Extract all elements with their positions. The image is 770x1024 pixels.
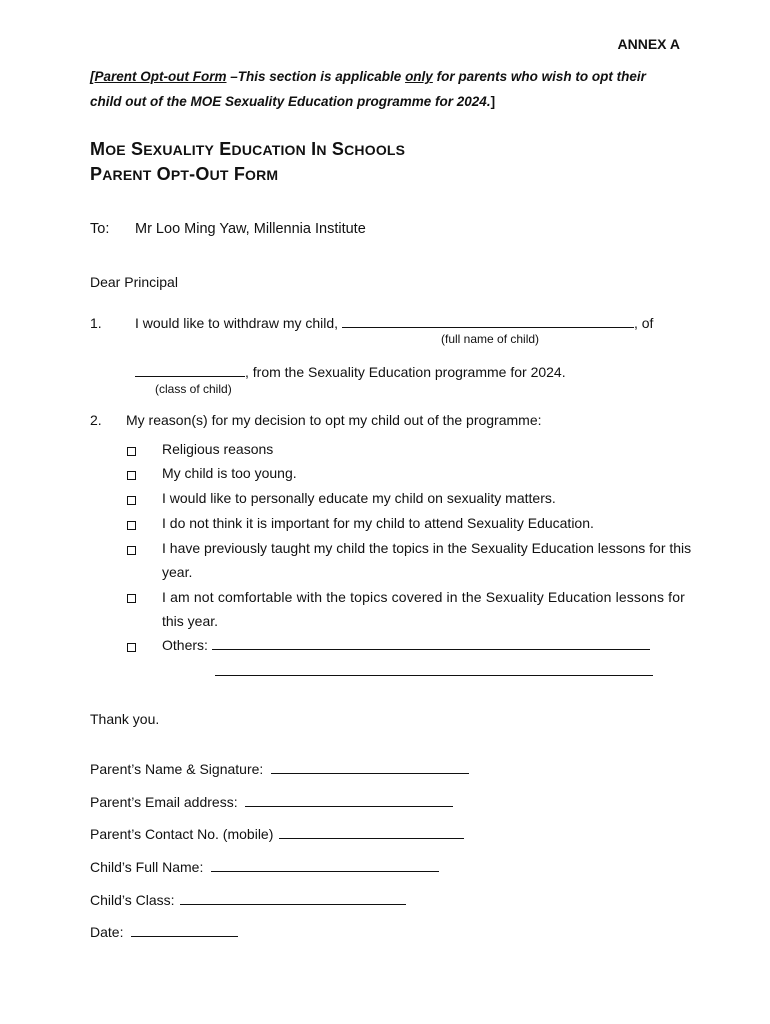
child-class-row (90, 892, 406, 908)
intro-only: only (405, 69, 433, 84)
option-previously-taught: I have previously taught my child the topics in the Sexuality Education lessons for this (162, 540, 692, 556)
title-word: OPT-OUT (156, 164, 229, 184)
parent-email-label: Parent’s Email address: (90, 794, 238, 810)
salutation: Dear Principal (90, 274, 178, 290)
title-word: EDUCATION (219, 139, 306, 159)
child-class-blank[interactable] (135, 364, 245, 377)
checkbox-religious[interactable] (127, 443, 136, 459)
child-name-row (90, 859, 439, 875)
parent-contact-row (90, 826, 464, 842)
item-1-class-after: , from the Sexuality Education programme for 2024. (245, 364, 566, 380)
option-others-label: Others: (162, 637, 212, 653)
others-blank-2[interactable] (215, 663, 653, 676)
title-line-1 (90, 139, 405, 160)
others-blank-2-row (215, 663, 653, 679)
checkbox-previously-taught[interactable] (127, 542, 136, 558)
option-not-comfortable-cont: this year. (162, 613, 219, 629)
item-1-text (135, 315, 653, 331)
closing: Thank you. (90, 711, 160, 727)
checkbox-too-young[interactable] (127, 467, 136, 483)
child-name-field[interactable] (211, 859, 439, 872)
checkbox-not-comfortable[interactable] (127, 590, 136, 606)
title-word: SEXUALITY (131, 139, 215, 159)
intro-line-1 (90, 69, 646, 84)
item-1-text-before: I would like to withdraw my child, (135, 315, 342, 331)
checkbox-personally-educate[interactable] (127, 492, 136, 508)
item-2-number: 2. (90, 412, 102, 428)
to-recipient: Mr Loo Ming Yaw, Millennia Institute (135, 221, 366, 237)
checkbox-others[interactable] (127, 639, 136, 655)
date-row (90, 924, 238, 940)
title-word: SCHOOLS (331, 139, 406, 159)
child-class-label: Child’s Class: (90, 892, 175, 908)
intro-line-2 (90, 94, 495, 109)
intro-text-1: –This section is applicable (226, 69, 406, 84)
option-too-young: My child is too young. (162, 465, 297, 481)
title-word: PARENT (90, 164, 152, 184)
to-label: To: (90, 221, 110, 237)
parent-contact-label: Parent’s Contact No. (mobile) (90, 826, 274, 842)
parent-name-signature-field[interactable] (271, 761, 469, 774)
parent-contact-field[interactable] (279, 826, 464, 839)
date-field[interactable] (131, 924, 238, 937)
option-not-important: I do not think it is important for my child to attend Sexuality Education. (162, 515, 594, 531)
child-class-field[interactable] (180, 892, 406, 905)
item-2-text: My reason(s) for my decision to opt my child out of the programme: (126, 412, 542, 428)
title-word: IN (311, 139, 327, 159)
intro-text-2: for parents who wish to opt their (432, 69, 646, 84)
intro-form-name: Parent Opt-out Form (94, 69, 227, 84)
item-1-number: 1. (90, 315, 102, 331)
intro-line-2-text: child out of the MOE Sexuality Education programme for 2024. (90, 94, 491, 109)
parent-email-row (90, 794, 453, 810)
child-name-label: Child’s Full Name: (90, 859, 204, 875)
intro-bracket-close: ] (490, 94, 496, 109)
option-not-comfortable: I am not comfortable with the topics covered in the Sexuality Education lessons for (162, 589, 685, 605)
option-others (162, 637, 650, 653)
title-line-2 (90, 164, 278, 185)
option-religious: Religious reasons (162, 441, 274, 457)
item-1-class-text (135, 364, 566, 380)
title-word: FORM (233, 164, 279, 184)
date-label: Date: (90, 924, 124, 940)
others-blank-1[interactable] (212, 637, 650, 650)
intro-bracket-open: [ (90, 69, 95, 84)
checkbox-not-important[interactable] (127, 517, 136, 533)
option-personally-educate: I would like to personally educate my child on sexuality matters. (162, 490, 556, 506)
child-name-blank[interactable] (342, 315, 634, 328)
child-name-hint: (full name of child) (441, 332, 540, 346)
parent-name-signature-label: Parent’s Name & Signature: (90, 761, 264, 777)
annex-label: ANNEX A (617, 36, 680, 52)
class-hint: (class of child) (155, 382, 232, 396)
item-1-text-after: , of (633, 315, 654, 331)
title-word: MOE (90, 139, 126, 159)
parent-name-signature-row (90, 761, 469, 777)
option-previously-taught-cont: year. (162, 564, 193, 580)
parent-email-field[interactable] (245, 794, 453, 807)
